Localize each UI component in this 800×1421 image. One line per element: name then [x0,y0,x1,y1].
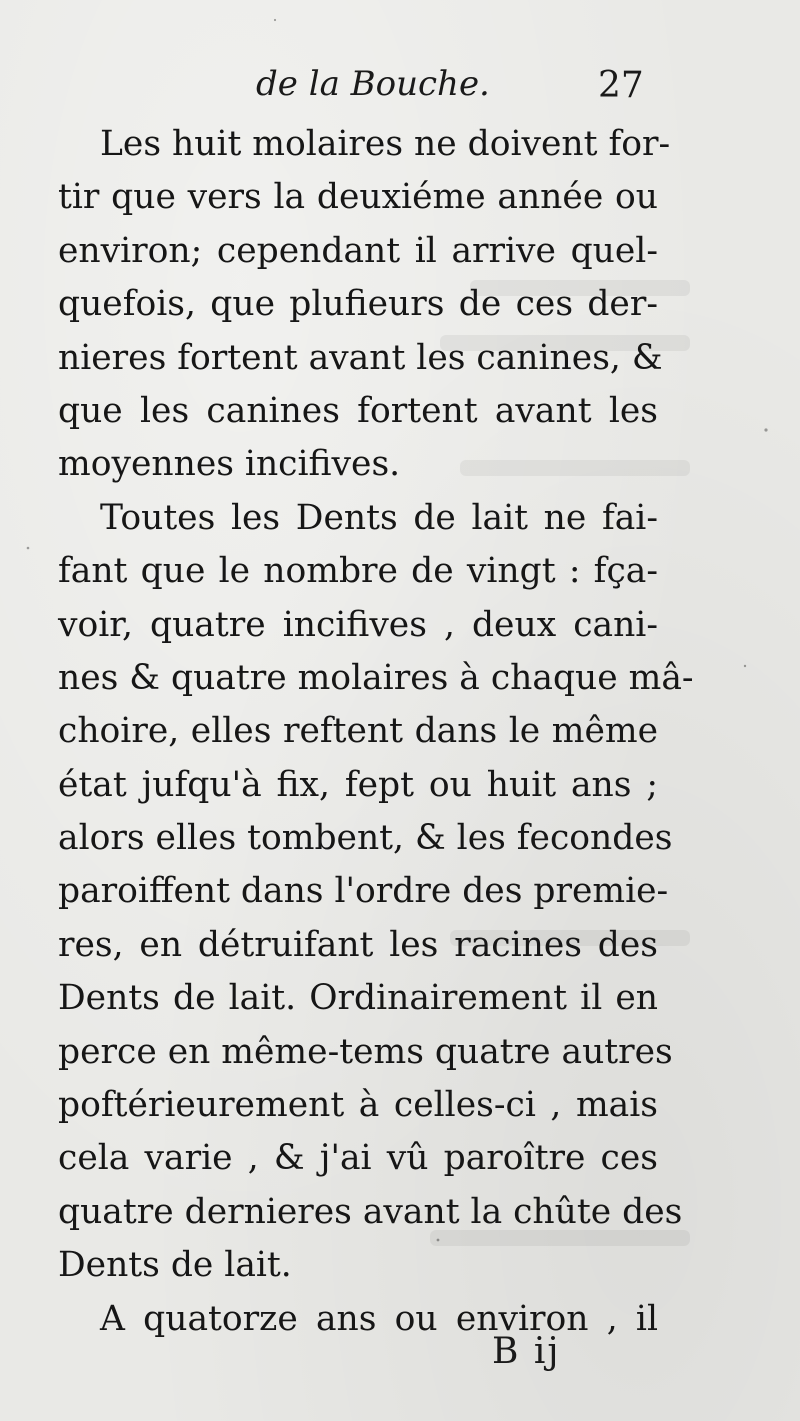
text-line: Dents de lait. Ordinairement il en [58,978,658,1019]
text-line: état jufqu'à fix, fept ou huit ans ; [58,764,658,805]
text-line: nes & quatre molaires à chaque mâ- [58,657,694,698]
text-line: fant que le nombre de vingt : fça- [58,551,658,592]
text-line: nieres fortent avant les canines, & [58,337,663,378]
text-line: paroiffent dans l'ordre des premie- [58,871,669,912]
text-line: moyennes incifives. [58,444,401,485]
text-line: cela varie , & j'ai vû paroître ces [58,1138,658,1179]
text-line: Dents de lait. [58,1245,292,1286]
text-line: A quatorze ans ou environ , il [100,1298,658,1339]
body-text [58,118,694,1346]
text-line: res, en détruifant les racines des [58,924,658,965]
text-line: environ; cependant il arrive quel- [58,230,658,271]
page-number: 27 [598,65,644,106]
text-line: poftérieurement à celles-ci , mais [58,1085,658,1126]
text-line: alors elles tombent, & les fecondes [58,818,673,859]
text-line: voir, quatre incifives , deux cani- [58,604,658,645]
running-head-title: de la Bouche. [256,64,490,104]
text-line: tir que vers la deuxiéme année ou [58,177,658,218]
text-line: quatre dernieres avant la chûte des [58,1191,683,1232]
text-line: que les canines fortent avant les [58,390,658,431]
running-head [0,62,800,112]
text-line: Toutes les Dents de lait ne fai- [100,497,658,538]
text-line: quefois, que plufieurs de ces der- [58,284,658,325]
text-line: choire, elles reftent dans le même [58,711,658,752]
text-line: perce en même-tems quatre autres [58,1031,673,1072]
signature-mark: B ij [492,1331,561,1372]
text-line: Les huit molaires ne doivent for- [100,124,671,164]
